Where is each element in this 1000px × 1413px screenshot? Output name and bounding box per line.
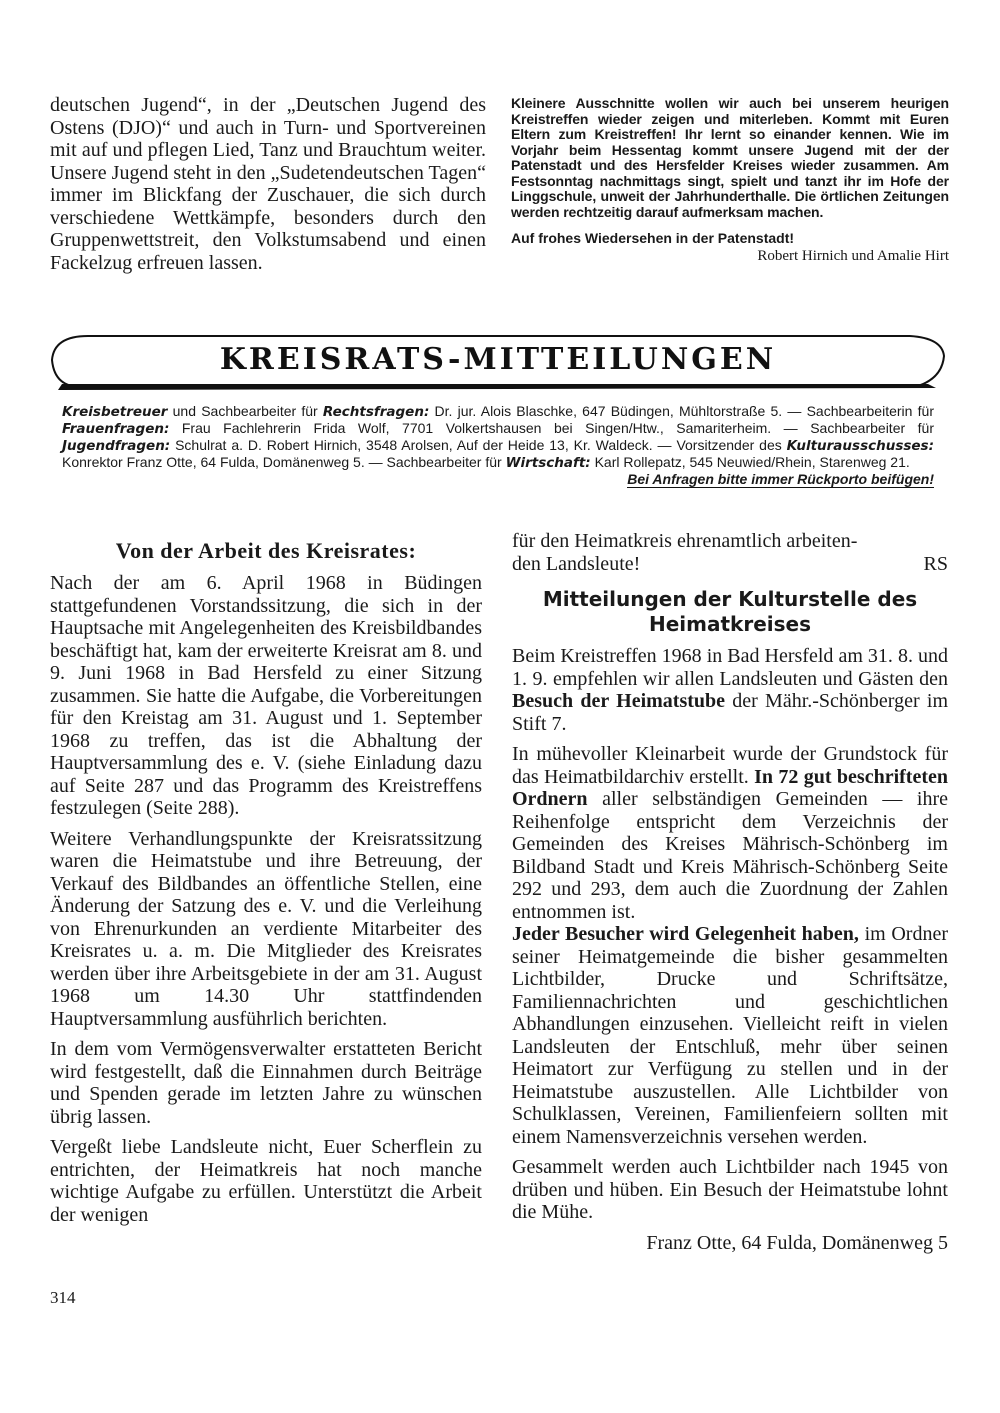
signature-bottom: Franz Otte, 64 Fulda, Domänenweg 5 — [646, 1231, 948, 1254]
kulturstelle-heading-line-1: Mitteilungen der Kulturstelle des — [542, 587, 918, 611]
kultur-para-1 — [512, 645, 948, 735]
officers-text-4: Schulrat a. D. Robert Hirnich, 3548 Arolsen, Auf der Heide 13, Kr. Waldeck. — Vorsitzender des — [170, 437, 787, 453]
officers-text-5: Konrektor Franz Otte, 64 Fulda, Domänenweg 5. — Sachbearbeiter für — [62, 454, 506, 470]
continuation-text: den Landsleute! — [512, 552, 641, 575]
officers-label-2: Rechtsfragen: — [322, 404, 430, 420]
kultur-para-1-a: Beim Kreistreffen 1968 in Bad Hersfeld am 31. 8. und 1. 9. empfehlen wir allen Landsleuten und Gästen den — [512, 645, 948, 690]
kultur-para-2-a: In mühevoller Kleinarbeit wurde der Grundstock für das Heimatbildarchiv erstellt. — [512, 743, 948, 788]
officers-text-3: Frau Fachlehrerin Frida Wolf, 7701 Volkertshausen bei Singen/Htw., Samariterheim. — Sachbearbeiter für — [169, 420, 934, 436]
banner-title: KREISRATS-MITTEILUNGEN — [219, 342, 777, 377]
top-left-column — [50, 94, 486, 274]
continuation-line-1: für den Heimatkreis ehrenamtlich arbeiten- — [512, 530, 858, 552]
kulturstelle-heading — [512, 587, 948, 637]
return-postage-notice — [62, 471, 934, 487]
kultur-para-1-c: der Mähr.-Schönberger im Stift 7. — [512, 690, 948, 735]
page-number: 314 — [50, 1288, 76, 1307]
officers-text — [62, 403, 934, 471]
officers-label-1: Kreisbetreuer — [62, 404, 168, 420]
right-column — [512, 530, 948, 1254]
youth-paragraph: Kleinere Ausschnitte wollen wir auch bei unserem heurigen Kreistreffen wieder zeigen und miterleben. Kommt mit Euren Eltern zum Kreistreffen! Ihr lernt so einander kennen. Wie im Vorjahr beim Hessentag kommt unsere Jugend mit der der Patenstadt und des Hersfelder Kreises wieder zusammen. Am Festsonntag nachmittags singt, spielt und tanzt ihr im Hofe der Linggschule, unweit der Jahrhunderthalle. Die örtlichen Zeitungen werden rechtzeitig darauf aufmerksam machen. — [511, 95, 949, 220]
kultur-para-2-b: In 72 gut beschrifteten Ordnern — [512, 765, 948, 810]
officers-block — [62, 403, 934, 487]
signature-top: Robert Hirnich und Amalie Hirt — [757, 248, 949, 264]
top-right-column — [511, 96, 949, 265]
kultur-para-1-b: Besuch der Heimatstube — [512, 690, 726, 712]
kreisrat-para-3: In dem vom Vermögensverwalter erstatteten Bericht wird festgestellt, daß die Einnahmen durch Beiträge und Spenden gerade im letzten Jahre zu wünschen übrig lassen. — [50, 1038, 482, 1128]
officers-label-6: Wirtschaft: — [505, 455, 591, 471]
intro-paragraph: deutschen Jugend“, in der „Deutschen Jugend des Ostens (DJO)“ und auch in Turn- und Sportvereinen mit auf und pflegen Lied, Tanz und Brauchtum weiter. Unsere Jugend steht in den „Sudetendeutschen Tagen“ immer im Blickfang der Zuschauer, die sich durch verschiedene Wettkämpfe, besonders durch den Gruppenwettstreit, den Volkstumsabend und einen Fackelzug erfreuen lassen. — [50, 94, 486, 274]
kultur-para-3-b: im Ordner seiner Heimatgemeinde die bisher gesammelten Lichtbilder, Drucke und Schriftsätze, Familiennachrichten und geschichtlichen Abhandlungen einzusehen. Vielleicht reift in vielen Landsleuten der Entschluß, mehr über seinen Heimatort zur Verfügung zu stellen und in der Heimatstube auszustellen. Alle Lichtbilder von Schulklassen, Vereinen, Familienfeiern sollten mit einem Namensverzeichnis versehen werden. — [512, 923, 948, 1148]
continuation-line-2 — [512, 553, 948, 576]
officers-text-2: Dr. jur. Alois Blaschke, 647 Büdingen, Mühltorstraße 5. — Sachbearbeiterin für — [429, 403, 934, 419]
officers-text-1: und Sachbearbeiter für — [167, 403, 323, 419]
officers-label-3: Frauenfragen: — [62, 421, 170, 437]
kultur-para-4: Gesammelt werden auch Lichtbilder nach 1945 von drüben und hüben. Ein Besuch der Heimatstube lohnt die Mühe. — [512, 1156, 948, 1223]
author-initials: RS — [923, 552, 948, 575]
kultur-para-2 — [512, 743, 948, 923]
officers-text-6: Karl Rollepatz, 545 Neuwied/Rhein, Starenweg 21. — [590, 454, 910, 470]
kultur-para-2-c: aller selbständigen Gemeinden — ihre Reihenfolge entspricht dem Verzeichnis der Gemeinden des Kreises Mährisch-Schönberg im Bildband Stadt und Kreis Mährisch-Schönberg Seite 292 und 293, dem auch die Zuordnung der Zahlen entnommen ist. — [512, 788, 948, 923]
kulturstelle-heading-line-2: Heimatkreises — [648, 612, 811, 636]
closing-line: Auf frohes Wiedersehen in der Patenstadt! — [511, 230, 795, 246]
officers-label-4: Jugendfragen: — [62, 438, 171, 454]
notice-text: Bei Anfragen bitte immer Rückporto beifügen! — [627, 471, 934, 487]
kultur-para-3-a: Jeder Besucher wird Gelegenheit haben, — [512, 923, 859, 945]
left-column — [50, 538, 482, 1226]
kreisrat-heading: Von der Arbeit des Kreisrates: — [115, 538, 417, 563]
section-banner — [48, 330, 948, 392]
kreisrat-para-4: Vergeßt liebe Landsleute nicht, Euer Scherflein zu entrichten, der Heimatkreis hat noch manche wichtige Aufgabe zu erfüllen. Unterstützt die Arbeit der wenigen — [50, 1136, 482, 1226]
officers-label-5: Kulturausschusses: — [786, 438, 934, 454]
kultur-para-3 — [512, 923, 948, 1148]
kreisrat-para-2: Weitere Verhandlungspunkte der Kreisratssitzung waren die Heimatstube und ihre Betreuung, der Verkauf des Bildbandes an öffentliche Stellen, eine Änderung der Satzung des e. V. und die Verleihung von Ehrenurkunden an verdiente Mitarbeiter des Kreisrates u. a. m. Die Mitglieder des Kreisrates werden über ihre Arbeitsgebiete in der am 31. August 1968 um 14.30 Uhr stattfindenden Hauptversammlung ausführlich berichten. — [50, 827, 482, 1030]
kreisrat-para-1: Nach der am 6. April 1968 in Büdingen stattgefundenen Vorstandssitzung, die sich in der Hauptsache mit Angelegenheiten des Kreisbildbandes beschäftigt hat, kam der erweiterte Kreisrat am 8. und 9. Juni 1968 in Bad Hersfeld zu einer Sitzung zusammen. Sie hatte die Aufgabe, die Vorbereitungen für den Kreistag am 31. August und 1. September 1968 zu treffen, das ist die Abhaltung der Hauptversammlung des e. V. (siehe Einladung dazu auf Seite 287 und das Programm des Kreistreffens festzulegen (Seite 288). — [50, 572, 482, 819]
